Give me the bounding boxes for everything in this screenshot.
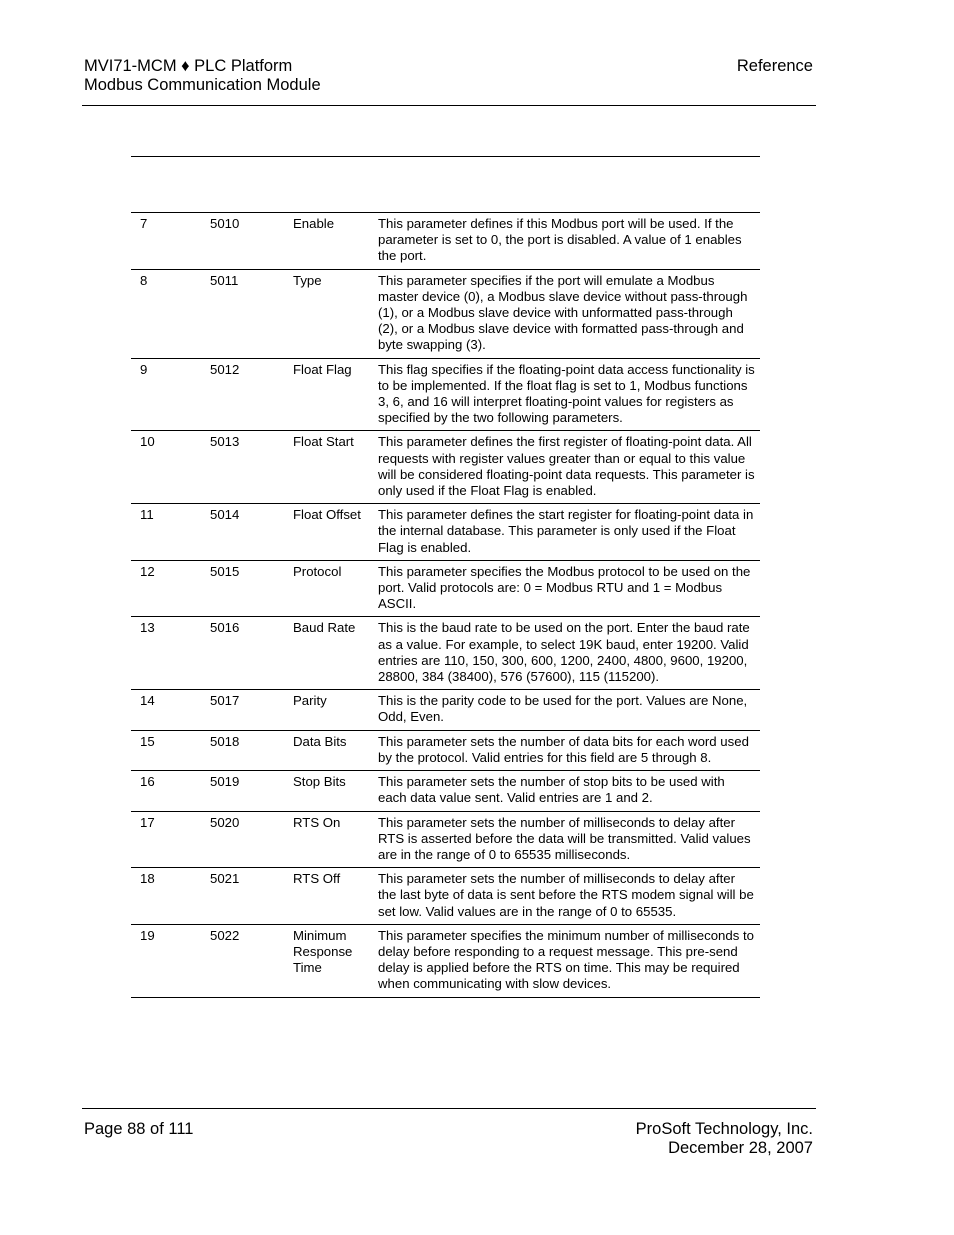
table-row: [131, 561, 760, 618]
row-offset: 17: [140, 814, 155, 830]
row-description: This is the baud rate to be used on the port. Enter the baud rate as a value. For example, to select 19K baud, enter 19200. Valid entries are 110, 150, 300, 600, 1200, 2400, 4800, 9600, 19200, 28800, 384 (38400), 576 (57600), 115 (115200).: [378, 620, 750, 685]
row-address: 5022: [210, 927, 240, 943]
row-parameter-name: Float Flag: [293, 361, 352, 377]
row-offset: 11: [140, 507, 154, 523]
row-parameter-name: Type: [293, 272, 322, 288]
row-address: 5017: [210, 693, 240, 709]
row-parameter-name: Minimum Response Time: [293, 927, 353, 976]
row-offset: 15: [140, 733, 155, 749]
document-date: December 28, 2007: [668, 1139, 813, 1157]
row-parameter-name: Protocol: [293, 563, 342, 579]
row-parameter-name: Parity: [293, 693, 327, 709]
row-description: This parameter specifies if the port will emulate a Modbus master device (0), a Modbus slave device without pass-through (1), or a Modbus slave device with unformatted pass-through (2), or a Modbus slave device with formatted pass-through and byte swapping (3).: [378, 272, 748, 353]
row-offset: 19: [140, 927, 155, 943]
row-offset: 8: [140, 272, 148, 288]
row-offset: 10: [140, 434, 155, 450]
row-description: This parameter sets the number of data bits for each word used by the protocol. Valid entries for this field are 5 through 8.: [378, 733, 749, 765]
row-address: 5012: [210, 361, 240, 377]
row-address: 5021: [210, 871, 240, 887]
row-offset: 9: [140, 361, 148, 377]
table-row: [131, 731, 760, 771]
parameter-table: [131, 212, 760, 998]
row-address: 5011: [210, 272, 239, 288]
row-description: This parameter sets the number of milliseconds to delay after the last byte of data is sent before the RTS modem signal will be set low. Valid values are in the range of 0 to 65535.: [378, 871, 754, 919]
row-parameter-name: Baud Rate: [293, 620, 356, 636]
table-row: [131, 270, 760, 359]
table-row: [131, 213, 760, 270]
product-subtitle: Modbus Communication Module: [84, 76, 321, 94]
page-header-title: [84, 57, 321, 95]
row-description: This parameter specifies the minimum number of milliseconds to delay before responding to a request message. This pre-send delay is applied before the RTS on time. This may be required when communicating with slow devices.: [378, 927, 754, 992]
row-offset: 18: [140, 871, 155, 887]
table-row: [131, 925, 760, 998]
footer-divider: [82, 1108, 816, 1109]
table-row: [131, 504, 760, 561]
row-address: 5014: [210, 507, 240, 523]
row-address: 5016: [210, 620, 240, 636]
table-row: [131, 359, 760, 432]
row-description: This parameter sets the number of stop bits to be used with each data value sent. Valid entries are 1 and 2.: [378, 774, 725, 806]
row-description: This parameter defines the start register for floating-point data in the internal database. This parameter is only used if the Float Flag is enabled.: [378, 507, 754, 555]
row-description: This parameter sets the number of milliseconds to delay after RTS is asserted before the data will be transmitted. Valid values are in the range of 0 to 65535 milliseconds.: [378, 814, 751, 862]
row-parameter-name: Data Bits: [293, 733, 347, 749]
row-parameter-name: RTS On: [293, 814, 341, 830]
row-offset: 7: [140, 216, 148, 231]
footer-company-info: [636, 1120, 813, 1158]
row-address: 5020: [210, 814, 240, 830]
row-address: 5019: [210, 774, 240, 790]
row-parameter-name: Enable: [293, 216, 335, 231]
row-address: 5010: [210, 216, 240, 231]
row-parameter-name: Float Start: [293, 434, 354, 450]
row-description: This parameter specifies the Modbus protocol to be used on the port. Valid protocols are: 0 = Modbus RTU and 1 = Modbus ASCII.: [378, 563, 751, 612]
header-divider: [82, 105, 816, 106]
page-number: Page 88 of 111: [84, 1120, 194, 1138]
row-offset: 16: [140, 774, 155, 790]
row-address: 5013: [210, 434, 240, 450]
table-row: [131, 812, 760, 869]
section-name: Reference: [736, 57, 813, 75]
row-parameter-name: RTS Off: [293, 871, 341, 887]
table-row: [131, 617, 760, 690]
row-description: This flag specifies if the floating-point data access functionality is to be implemented. If the float flag is set to 1, Modbus functions 3, 6, and 16 will interpret floating-point values for registers as specified by the two following parameters.: [378, 361, 755, 426]
row-description: This is the parity code to be used for the port. Values are None, Odd, Even.: [378, 693, 748, 725]
row-address: 5015: [210, 563, 240, 579]
table-row: [131, 690, 760, 730]
company-name: ProSoft Technology, Inc.: [635, 1120, 813, 1138]
table-row: [131, 868, 760, 925]
row-parameter-name: Float Offset: [293, 507, 361, 523]
row-parameter-name: Stop Bits: [293, 774, 346, 790]
table-top-divider: [131, 156, 760, 157]
table-row: [131, 771, 760, 811]
row-offset: 13: [140, 620, 155, 636]
row-offset: 14: [140, 693, 155, 709]
table-row: [131, 431, 760, 504]
row-description: This parameter defines the first register of floating-point data. All requests with register values greater than or equal to this value will be considered floating-point data requests. This parameter is only used if the Float Flag is enabled.: [378, 434, 755, 499]
product-title: MVI71-MCM ♦ PLC Platform: [84, 57, 293, 75]
row-description: This parameter defines if this Modbus port will be used. If the parameter is set to 0, the port is disabled. A value of 1 enables the port.: [378, 216, 742, 264]
row-offset: 12: [140, 563, 155, 579]
row-address: 5018: [210, 733, 240, 749]
